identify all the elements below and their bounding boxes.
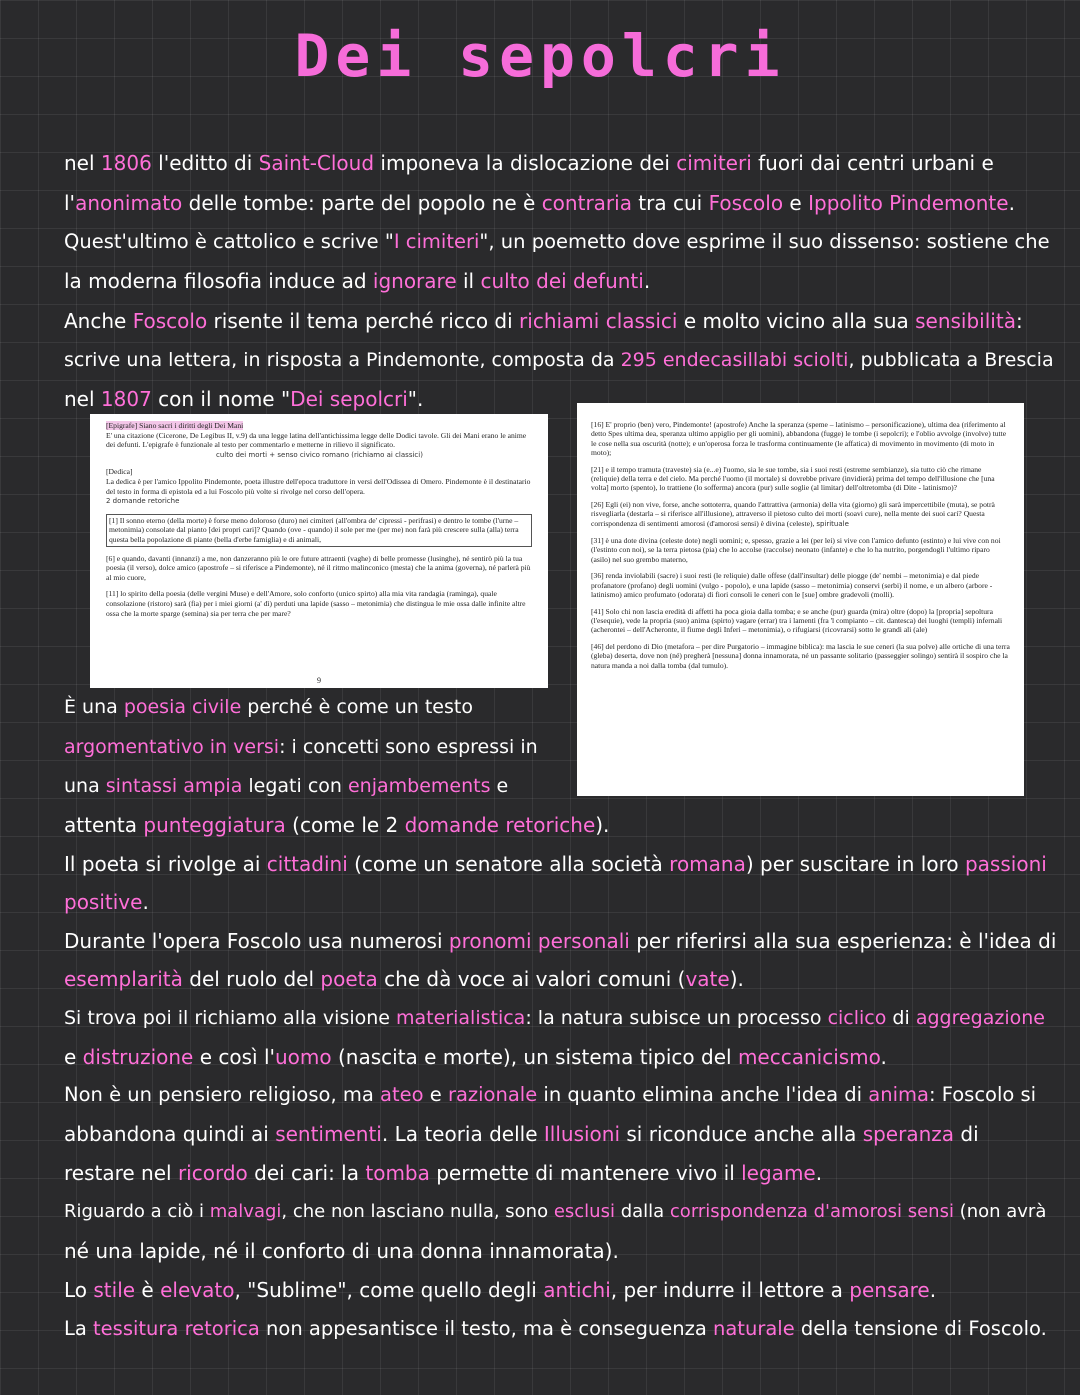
note-text: . (142, 890, 149, 914)
note-text: si riconduce anche alla (620, 1122, 863, 1146)
highlighted-term: 1807 (100, 387, 152, 411)
note-text: (come le 2 (285, 813, 405, 837)
note-text: : la natura subisce un processo (525, 1007, 828, 1029)
dedica-text: La dedica è per l'amico Ippolito Pindemonte, poeta illustre dell'epoca traduttore in versi dell'Odissea di Omero. Pindemonte è il destinatario del testo in forma di epistola ed a lui Foscolo più volte si rivolge nel corso dell'opera. (106, 476, 531, 496)
note-text: , che non lasciano nulla, sono (281, 1201, 554, 1222)
highlighted-term: meccanicismo (737, 1045, 881, 1069)
highlighted-term: tomba (365, 1161, 430, 1185)
note-text: l' (64, 191, 76, 215)
note-text: Non è un pensiero religioso, ma (64, 1083, 380, 1106)
intro-line-5 (64, 306, 1023, 336)
body-line-5 (64, 964, 744, 994)
verse-26-text: [26] Egli (ei) non vive, forse, anche sottoterra, quando l'attrattiva (armonia) della vita (giorno) gli sarà impercettibile (muta), se potrà risvegliarla (destarla – si riferisce all'illusione), attraverso il pietoso culto dei morti (soavi cure), nella mente dei suoi cari? Questa corrispondenza di sentimenti amorosi (d'amorosi sensi) è divina (celeste), (591, 499, 995, 528)
note-text: . (815, 1161, 823, 1185)
body-line-11 (64, 1197, 1046, 1227)
highlighted-term: Dei sepolcri (290, 387, 408, 411)
note-text: : i concetti sono espressi in (279, 736, 538, 758)
highlighted-term: punteggiatura (143, 813, 286, 837)
note-text: il (456, 269, 481, 293)
note-text: perché è come un testo (241, 696, 473, 718)
verse-1: [1] Il sonno eterno (della morte) è forse meno doloroso (duro) nei cimiteri (all'ombra de' cipressi - perifrasi) e dentro le tombe (l'urne – metonimia) consolate dal pianto [dei propri cari]? Quando (ove - quando) il sole per me (per me) non farà più crescere sulla (alla) terra questa bella popolazione di piante (bella d'erbe famiglia) e di animali, (106, 514, 532, 547)
note-text: Si trova poi il richiamo alla visione (64, 1007, 397, 1029)
note-text: restare nel (64, 1161, 178, 1185)
highlighted-term: 1806 (100, 151, 152, 175)
highlighted-term: poesia civile (123, 696, 242, 718)
dedica-heading: [Dedica] (106, 467, 133, 477)
note-text: Anche (64, 309, 133, 333)
body-line-10 (64, 1158, 822, 1188)
note-text: e così l' (193, 1045, 275, 1069)
highlighted-term: antichi (543, 1278, 611, 1302)
highlighted-term: Illusioni (543, 1122, 621, 1146)
note-text: l'editto di (151, 151, 259, 175)
dedica-note: 2 domande retoriche (106, 497, 180, 506)
note-text: Lo (64, 1278, 94, 1302)
verse-26 (591, 500, 1010, 529)
note-text: una (64, 775, 106, 797)
note-text: . (1008, 191, 1015, 215)
highlighted-term: stile (93, 1278, 136, 1302)
verse-26-note: spirituale (816, 519, 849, 528)
note-text: e (64, 1045, 83, 1069)
epigrafe-note: culto dei morti + senso civico romano (richiamo ai classici) (216, 450, 423, 459)
note-text: di (954, 1122, 979, 1146)
highlighted-term: aggregazione (915, 1007, 1045, 1029)
highlighted-term: distruzione (82, 1045, 194, 1069)
note-text: . (929, 1278, 937, 1302)
page-number: 9 (317, 676, 321, 686)
highlighted-term: Foscolo (708, 191, 784, 215)
highlighted-term: 295 endecasillabi sciolti (620, 349, 849, 371)
epigrafe-block (106, 421, 532, 460)
right-text-page (577, 403, 1024, 796)
note-text: legati con (242, 775, 348, 797)
highlighted-term: sentimenti (275, 1122, 382, 1146)
intro-line-1 (64, 148, 994, 178)
highlighted-term: poeta (320, 967, 378, 991)
page-title: Dei sepolcri (294, 22, 786, 90)
body-line-1 (64, 810, 609, 840)
note-text: di (886, 1007, 916, 1029)
note-text: ". (407, 387, 424, 411)
highlighted-term: pronomi personali (448, 929, 630, 953)
highlighted-term: Foscolo (132, 309, 208, 333)
note-text: per riferirsi alla sua esperienza: è l'idea di (629, 929, 1057, 953)
body-line-3 (64, 887, 149, 917)
note-text: dei cari: la (247, 1161, 366, 1185)
highlighted-term: elevato (160, 1278, 235, 1302)
note-text: ). (729, 967, 744, 991)
intro-line-6 (64, 345, 1054, 375)
verse-21: [21] e il tempo tramuta (traveste) sia (e...e) l'uomo, sia le sue tombe, sia i suoi resti (estreme sembianze), sia tutto ciò che rimane (reliquie) della terra e del cielo. Ma perché l'uomo (il mortale) si dovrebbe privare (invidierà) prima del tempo dell'illusione che [una volta] morto (spento), lo trattiene (lo sofferma) ancora (pur) sulle soglie (al limitar) dell'oltretomba (di Dite - latinismo)? (591, 464, 995, 493)
epigrafe-heading: [Epigrafe] Siano sacri i diritti degli Dei Mani (106, 421, 244, 430)
intro-line-7 (64, 384, 423, 414)
highlighted-term: esclusi (553, 1201, 615, 1222)
highlighted-term: tessitura retorica (93, 1317, 260, 1340)
note-text: è (135, 1278, 161, 1302)
note-text: e (423, 1083, 448, 1106)
highlighted-term: cittadini (266, 852, 348, 876)
body-line-7 (64, 1042, 887, 1072)
body-line-2 (64, 849, 1047, 879)
highlighted-term: vate (685, 967, 730, 991)
highlighted-term: razionale (447, 1083, 538, 1106)
intro-line-3 (64, 227, 1050, 257)
epigrafe-text: E' una citazione (Cicerone, De Legibus II, v.9) da una legge latina dell'antichissima legge delle Dodici tavole. Gli dei Mani erano le anime dei defunti. L'epigrafe è funzionale al testo per commentarlo e metterne in rilievo il significato. (106, 430, 527, 450)
note-text: e molto vicino alla sua (677, 309, 916, 333)
note-text: , "Sublime", come quello degli (234, 1278, 544, 1302)
highlighted-term: contraria (541, 191, 632, 215)
verse-36: [36] renda inviolabili (sacre) i suoi resti (le reliquie) dalle offese (dall'insultar) delle piogge (de' nembi – metonimia) e dal piede profanatore (profano) degli uomini (vulgo - popolo), e una lapide (sasso – metonimia) conservi (serbi) il nome, e un albero (arbore - latinismo) amico profumato (odorata) di fiori consoli le ceneri con le [sue] ombre gradevoli (molli). (591, 571, 993, 600)
note-text: . (880, 1045, 887, 1069)
note-text: Durante l'opera Foscolo usa numerosi (64, 929, 449, 953)
note-text: la moderna filosofia induce ad (64, 269, 373, 293)
highlighted-term: corrispondenza d'amorosi sensi (669, 1201, 954, 1222)
highlighted-term: pensare (849, 1278, 930, 1302)
note-text: (nascita e morte), un sistema tipico del (331, 1045, 738, 1069)
note-text: : Foscolo si (928, 1083, 1037, 1106)
verse-31: [31] è una dote divina (celeste dote) negli uomini; e, spesso, grazie a lei (per lei) si vive con l'amico defunto (estinto) e lui vive con noi (l'estinto con noi), se la terra pietosa (pia) che lo accolse (raccolse) neonato (infante) e che lo ha nutrito, porgendogli l'ultimo riparo (asilo) nel suo grembo materno, (591, 536, 1001, 564)
highlighted-term: richiami classici (519, 309, 678, 333)
highlighted-term: culto dei defunti (480, 269, 644, 293)
note-text: imponeva la dislocazione dei (374, 151, 677, 175)
highlighted-term: argomentativo in versi (64, 736, 280, 758)
dedica-block (106, 467, 532, 506)
highlighted-term: Ippolito Pindemonte (808, 191, 1009, 215)
note-text: del ruolo del (182, 967, 321, 991)
highlighted-term: romana (669, 852, 746, 876)
note-text: La (64, 1317, 94, 1340)
note-text: in quanto elimina anche l'idea di (537, 1083, 869, 1106)
note-text: (non avrà (953, 1201, 1047, 1222)
highlighted-term: materialistica (396, 1007, 526, 1029)
body-line-9 (64, 1119, 979, 1149)
note-text: Quest'ultimo è cattolico e scrive " (64, 230, 394, 253)
highlighted-term: malvagi (209, 1201, 282, 1222)
verse-16: [16] E' proprio (ben) vero, Pindemonte! (apostrofe) Anche la speranza (speme – latinismo – personificazione), ultima dea (riferimento al detto Spes ultima dea, speranza ultimo appiglio per gli uomini), abbandona (fugge) le tombe (i sepolcri); e l'oblio avvolge (involve) tutte le cose nella sua oscurità (notte); e un'operosa forza le trasforma continuamente (le affatica) di movimento in movimento (di moto in moto); (591, 420, 1007, 458)
body-line-6 (64, 1003, 1045, 1033)
note-text: risente il tema perché ricco di (207, 309, 520, 333)
highlighted-term: cimiteri (676, 151, 752, 175)
note-text: e (490, 775, 509, 797)
highlighted-term: Saint-Cloud (258, 151, 375, 175)
mid-line-1 (64, 692, 473, 722)
note-text: , per indurre il lettore a (610, 1278, 850, 1302)
highlighted-term: passioni (964, 852, 1047, 876)
note-text: della tensione di Foscolo. (794, 1317, 1047, 1340)
note-text: ) per suscitare in loro (745, 852, 965, 876)
highlighted-term: naturale (713, 1317, 795, 1340)
highlighted-term: ateo (380, 1083, 424, 1106)
highlighted-term: speranza (862, 1122, 955, 1146)
highlighted-term: sintassi ampia (105, 775, 243, 797)
highlighted-term: ciclico (827, 1007, 887, 1029)
highlighted-term: uomo (275, 1045, 332, 1069)
note-text: né una lapide, né il conforto di una donna innamorata). (64, 1239, 619, 1263)
note-text: e (783, 191, 809, 215)
highlighted-term: ricordo (177, 1161, 248, 1185)
note-text: . La teoria delle (381, 1122, 544, 1146)
highlighted-term: I cimiteri (393, 230, 480, 253)
note-text: : (1015, 309, 1023, 333)
intro-line-4 (64, 266, 650, 296)
note-text: Riguardo a ciò i (64, 1201, 210, 1222)
highlighted-term: enjambements (347, 775, 491, 797)
note-text: attenta (64, 813, 144, 837)
note-text: dalla (614, 1201, 670, 1222)
left-text-page (90, 414, 548, 688)
note-text: (come un senatore alla società (347, 852, 670, 876)
highlighted-term: ignorare (372, 269, 457, 293)
note-text: delle tombe: parte del popolo ne è (182, 191, 542, 215)
body-line-13 (64, 1275, 936, 1305)
note-text: Il poeta si rivolge ai (64, 852, 267, 876)
note-text: fuori dai centri urbani e (751, 151, 994, 175)
body-line-4 (64, 926, 1056, 956)
highlighted-term: positive (64, 890, 143, 914)
verse-41: [41] Solo chi non lascia eredità di affetti ha poca gioia dalla tomba; e se anche (pur) guarda (mira) oltre (dopo) la [propria] sepoltura (l'esequie), vede la propria (suo) anima (spirto) vagare (errar) tra i lamenti (fra 'l compianto – cit. dantesca) dei luoghi (templi) infernali (acherontei – dell'Acheronte, il fiume degli Inferi – metonimia), o rifugiarsi (ricovrarsi) sotto le grandi ali (ale) (591, 606, 1003, 635)
note-text: ). (595, 813, 610, 837)
body-line-8 (64, 1080, 1036, 1110)
intro-line-2 (64, 188, 1015, 218)
highlighted-term: domande retoriche (404, 813, 596, 837)
highlighted-term: anonimato (75, 191, 183, 215)
mid-line-3 (64, 771, 508, 801)
note-text: tra cui (631, 191, 709, 215)
highlighted-term: esemplarità (64, 967, 183, 991)
note-text: con il nome " (151, 387, 291, 411)
note-text: permette di mantenere vivo il (429, 1161, 742, 1185)
verse-11: [11] lo spirito della poesia (delle vergini Muse) e dell'Amore, solo conforto (unico spirto) alla mia vita randagia (raminga), quale consolazione (ristoro) sarà (fia) per i miei giorni (a' dì) perduti una lapide (sasso – metonimia) che distingua le mie ossa dalle infinite altre ossa che la morte sparge (semina) sia per terra che per mare? (106, 589, 526, 618)
note-text: È una (64, 696, 124, 718)
verse-46: [46] del perdono di Dio (metafora – per dire Purgatorio – immagine biblica): ma lascia le sue ceneri (la sua polve) alle ortiche di una terra (gleba) deserta, dove non (né) pregherà [nessuna] donna innamorata, né un passante solitario (passeggier solingo) sentirà il sospiro che la natura manda a noi dalla tomba (dal tumulo). (591, 641, 1010, 670)
body-line-14 (64, 1314, 1047, 1344)
note-text: ", un poemetto dove esprime il suo dissenso: sostiene che (479, 230, 1050, 253)
highlighted-term: sensibilità (915, 309, 1016, 333)
note-text: che dà voce ai valori comuni ( (377, 967, 686, 991)
highlighted-term: legame (741, 1161, 816, 1185)
note-text: non appesantisce il testo, ma è conseguenza (259, 1317, 713, 1340)
highlighted-term: anima (868, 1083, 929, 1106)
note-text: . (643, 269, 651, 293)
mid-line-2 (64, 732, 538, 762)
body-line-12 (64, 1236, 619, 1266)
verse-6: [6] e quando, davanti (innanzi) a me, non danzeranno più le ore future attraenti (vaghe) di belle promesse (lusinghe), né sentirò più la tua poesia (il verso), dolce amico (apostrofe – si riferisce a Pindemonte), né il ritmo malinconico (mesta) che la anima (governa), né parlerà più al mio cuore, (106, 553, 531, 582)
note-text: abbandona quindi ai (64, 1122, 276, 1146)
note-text: nel (64, 387, 101, 411)
note-text: scrive una lettera, in risposta a Pindemonte, composta da (64, 349, 621, 371)
note-text: nel (64, 151, 101, 175)
note-text: , pubblicata a Brescia (848, 349, 1054, 371)
